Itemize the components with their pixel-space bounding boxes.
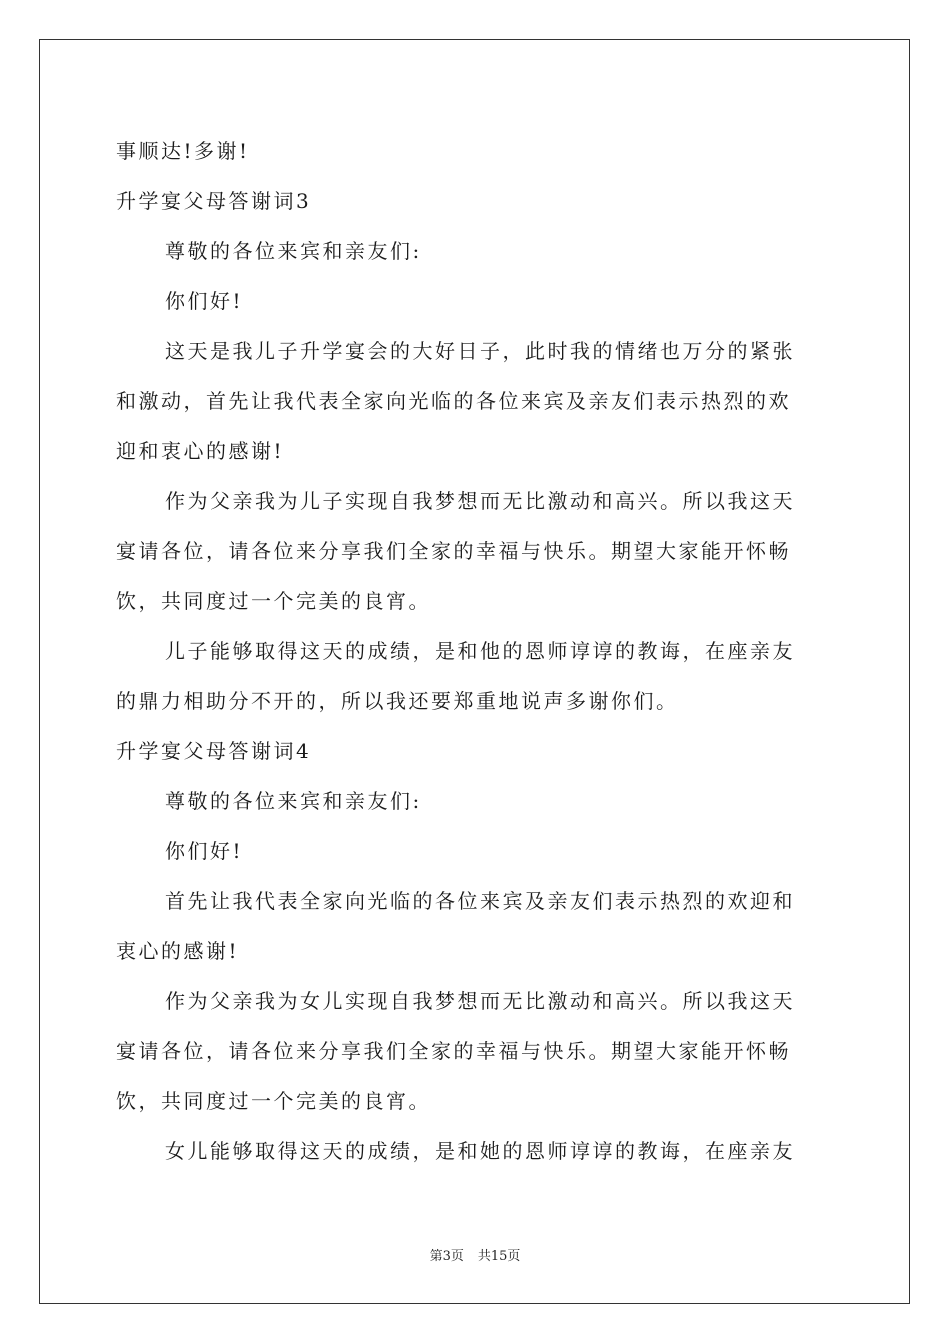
text-line: 宴请各位，请各位来分享我们全家的幸福与快乐。期望大家能开怀畅 xyxy=(116,539,791,563)
text-line: 这天是我儿子升学宴会的大好日子，此时我的情绪也万分的紧张 xyxy=(165,339,795,363)
text-line: 的鼎力相助分不开的，所以我还要郑重地说声多谢你们。 xyxy=(116,689,679,713)
text-line: 事顺达!多谢! xyxy=(116,139,250,163)
text-line: 和激动，首先让我代表全家向光临的各位来宾及亲友们表示热烈的欢 xyxy=(116,389,791,413)
text-line: 女儿能够取得这天的成绩，是和她的恩师谆谆的教诲，在座亲友 xyxy=(165,1139,795,1163)
greeting: 你们好! xyxy=(165,839,244,863)
text-line: 迎和衷心的感谢! xyxy=(116,439,285,463)
page-number: 第3页 xyxy=(429,1249,464,1264)
section-heading: 升学宴父母答谢词3 xyxy=(116,189,312,213)
text-line: 作为父亲我为儿子实现自我梦想而无比激动和高兴。所以我这天 xyxy=(165,489,795,513)
salutation: 尊敬的各位来宾和亲友们: xyxy=(165,239,422,263)
salutation: 尊敬的各位来宾和亲友们: xyxy=(165,789,422,813)
text-line: 儿子能够取得这天的成绩，是和他的恩师谆谆的教诲，在座亲友 xyxy=(165,639,795,663)
text-line: 首先让我代表全家向光临的各位来宾及亲友们表示热烈的欢迎和 xyxy=(165,889,795,913)
text-line: 衷心的感谢! xyxy=(116,939,240,963)
section-heading: 升学宴父母答谢词4 xyxy=(116,739,312,763)
page-total: 共15页 xyxy=(477,1249,521,1264)
document-body xyxy=(116,126,836,1176)
page-footer xyxy=(0,1249,950,1265)
text-line: 饮，共同度过一个完美的良宵。 xyxy=(116,1089,431,1113)
text-line: 饮，共同度过一个完美的良宵。 xyxy=(116,589,431,613)
text-line: 宴请各位，请各位来分享我们全家的幸福与快乐。期望大家能开怀畅 xyxy=(116,1039,791,1063)
greeting: 你们好! xyxy=(165,289,244,313)
text-line: 作为父亲我为女儿实现自我梦想而无比激动和高兴。所以我这天 xyxy=(165,989,795,1013)
